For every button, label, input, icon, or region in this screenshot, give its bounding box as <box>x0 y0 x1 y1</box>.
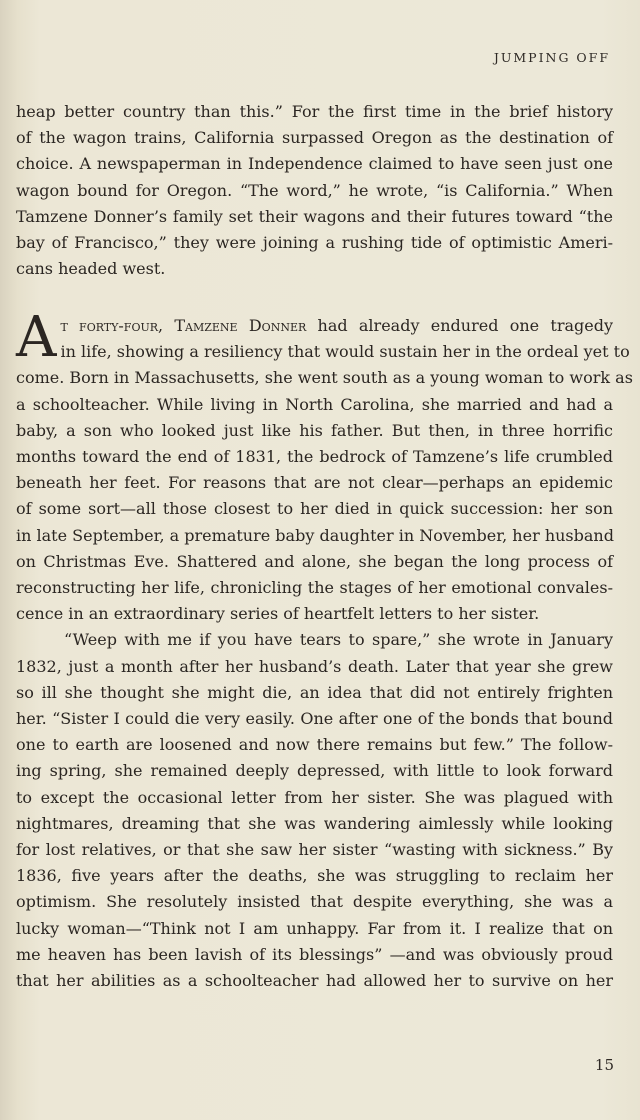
text-line: nightmares, dreaming that she was wandering aimlessly while looking <box>16 813 613 833</box>
text-line: wagon bound for Oregon. “The word,” he wrote, “is California.” When <box>16 180 613 200</box>
text-line: 1832, just a month after her husband’s death. Later that year she grew <box>16 656 613 676</box>
text-line: that her abilities as a schoolteacher had allowed her to survive on her <box>16 971 613 991</box>
text-line: reconstructing her life, chronicling the stages of her emotional convales- <box>16 578 613 598</box>
text-line: one to earth are loosened and now there remains but few.” The follow- <box>16 735 613 755</box>
text-line: so ill she thought she might die, an idea that did not entirely frighten <box>16 682 613 702</box>
text-line: of some sort—all those closest to her died in quick succession: her son <box>16 499 613 519</box>
small-caps-opening: t forty-four, Tamzene Donner <box>60 316 307 335</box>
paragraph-1 <box>16 99 613 282</box>
text-line: to except the occasional letter from her sister. She was plagued with <box>16 787 613 807</box>
text-line: Tamzene Donner’s family set their wagons and their futures toward “the <box>16 206 613 226</box>
text-line: in late September, a premature baby daughter in November, her husband <box>16 525 614 545</box>
text-line: of the wagon trains, California surpassed Oregon as the destination of <box>16 128 613 148</box>
first-line-rest: had already endured one tragedy <box>306 316 613 335</box>
text-line: a schoolteacher. While living in North Carolina, she married and had a <box>16 394 613 414</box>
drop-cap: A <box>16 305 57 370</box>
text-line: choice. A newspaperman in Independence claimed to have seen just one <box>16 154 613 174</box>
text-line: months toward the end of 1831, the bedrock of Tamzene’s life crumbled <box>16 447 613 467</box>
text-line: 1836, five years after the deaths, she was struggling to reclaim her <box>16 866 613 886</box>
text-line: come. Born in Massachusetts, she went south as a young woman to work as <box>16 368 633 388</box>
running-head: JUMPING OFF <box>493 50 610 65</box>
text-line: heap better country than this.” For the first time in the brief history <box>16 102 613 121</box>
text-line: optimism. She resolutely insisted that despite everything, she was a <box>16 892 613 912</box>
text-line: cans headed west. <box>16 259 166 279</box>
text-line: baby, a son who looked just like his father. But then, in three horrific <box>16 420 613 440</box>
text-line: bay of Francisco,” they were joining a rushing tide of optimistic Ameri- <box>16 233 613 253</box>
text-line: “Weep with me if you have tears to spare,” she wrote in January <box>64 630 613 650</box>
text-line: her. “Sister I could die very easily. One after one of the bonds that bound <box>16 709 613 729</box>
text-line: on Christmas Eve. Shattered and alone, she began the long process of <box>16 551 613 571</box>
text-line: for lost relatives, or that she saw her sister “wasting with sickness.” By <box>16 840 613 860</box>
text-line: ing spring, she remained deeply depressed, with little to look forward <box>16 761 613 781</box>
text-line: in life, showing a resiliency that would sustain her in the ordeal yet to <box>60 342 630 362</box>
text-line: lucky woman—“Think not I am unhappy. Far from it. I realize that on <box>16 918 613 938</box>
text-line: beneath her feet. For reasons that are not clear—perhaps an epidemic <box>16 473 613 493</box>
text-line: cence in an extraordinary series of heartfelt letters to her sister. <box>16 604 540 624</box>
text-line-first <box>16 313 613 339</box>
paragraph-2 <box>16 305 633 994</box>
page-number: 15 <box>594 1056 614 1074</box>
text-line: me heaven has been lavish of its blessings” —and was obviously proud <box>16 944 613 964</box>
